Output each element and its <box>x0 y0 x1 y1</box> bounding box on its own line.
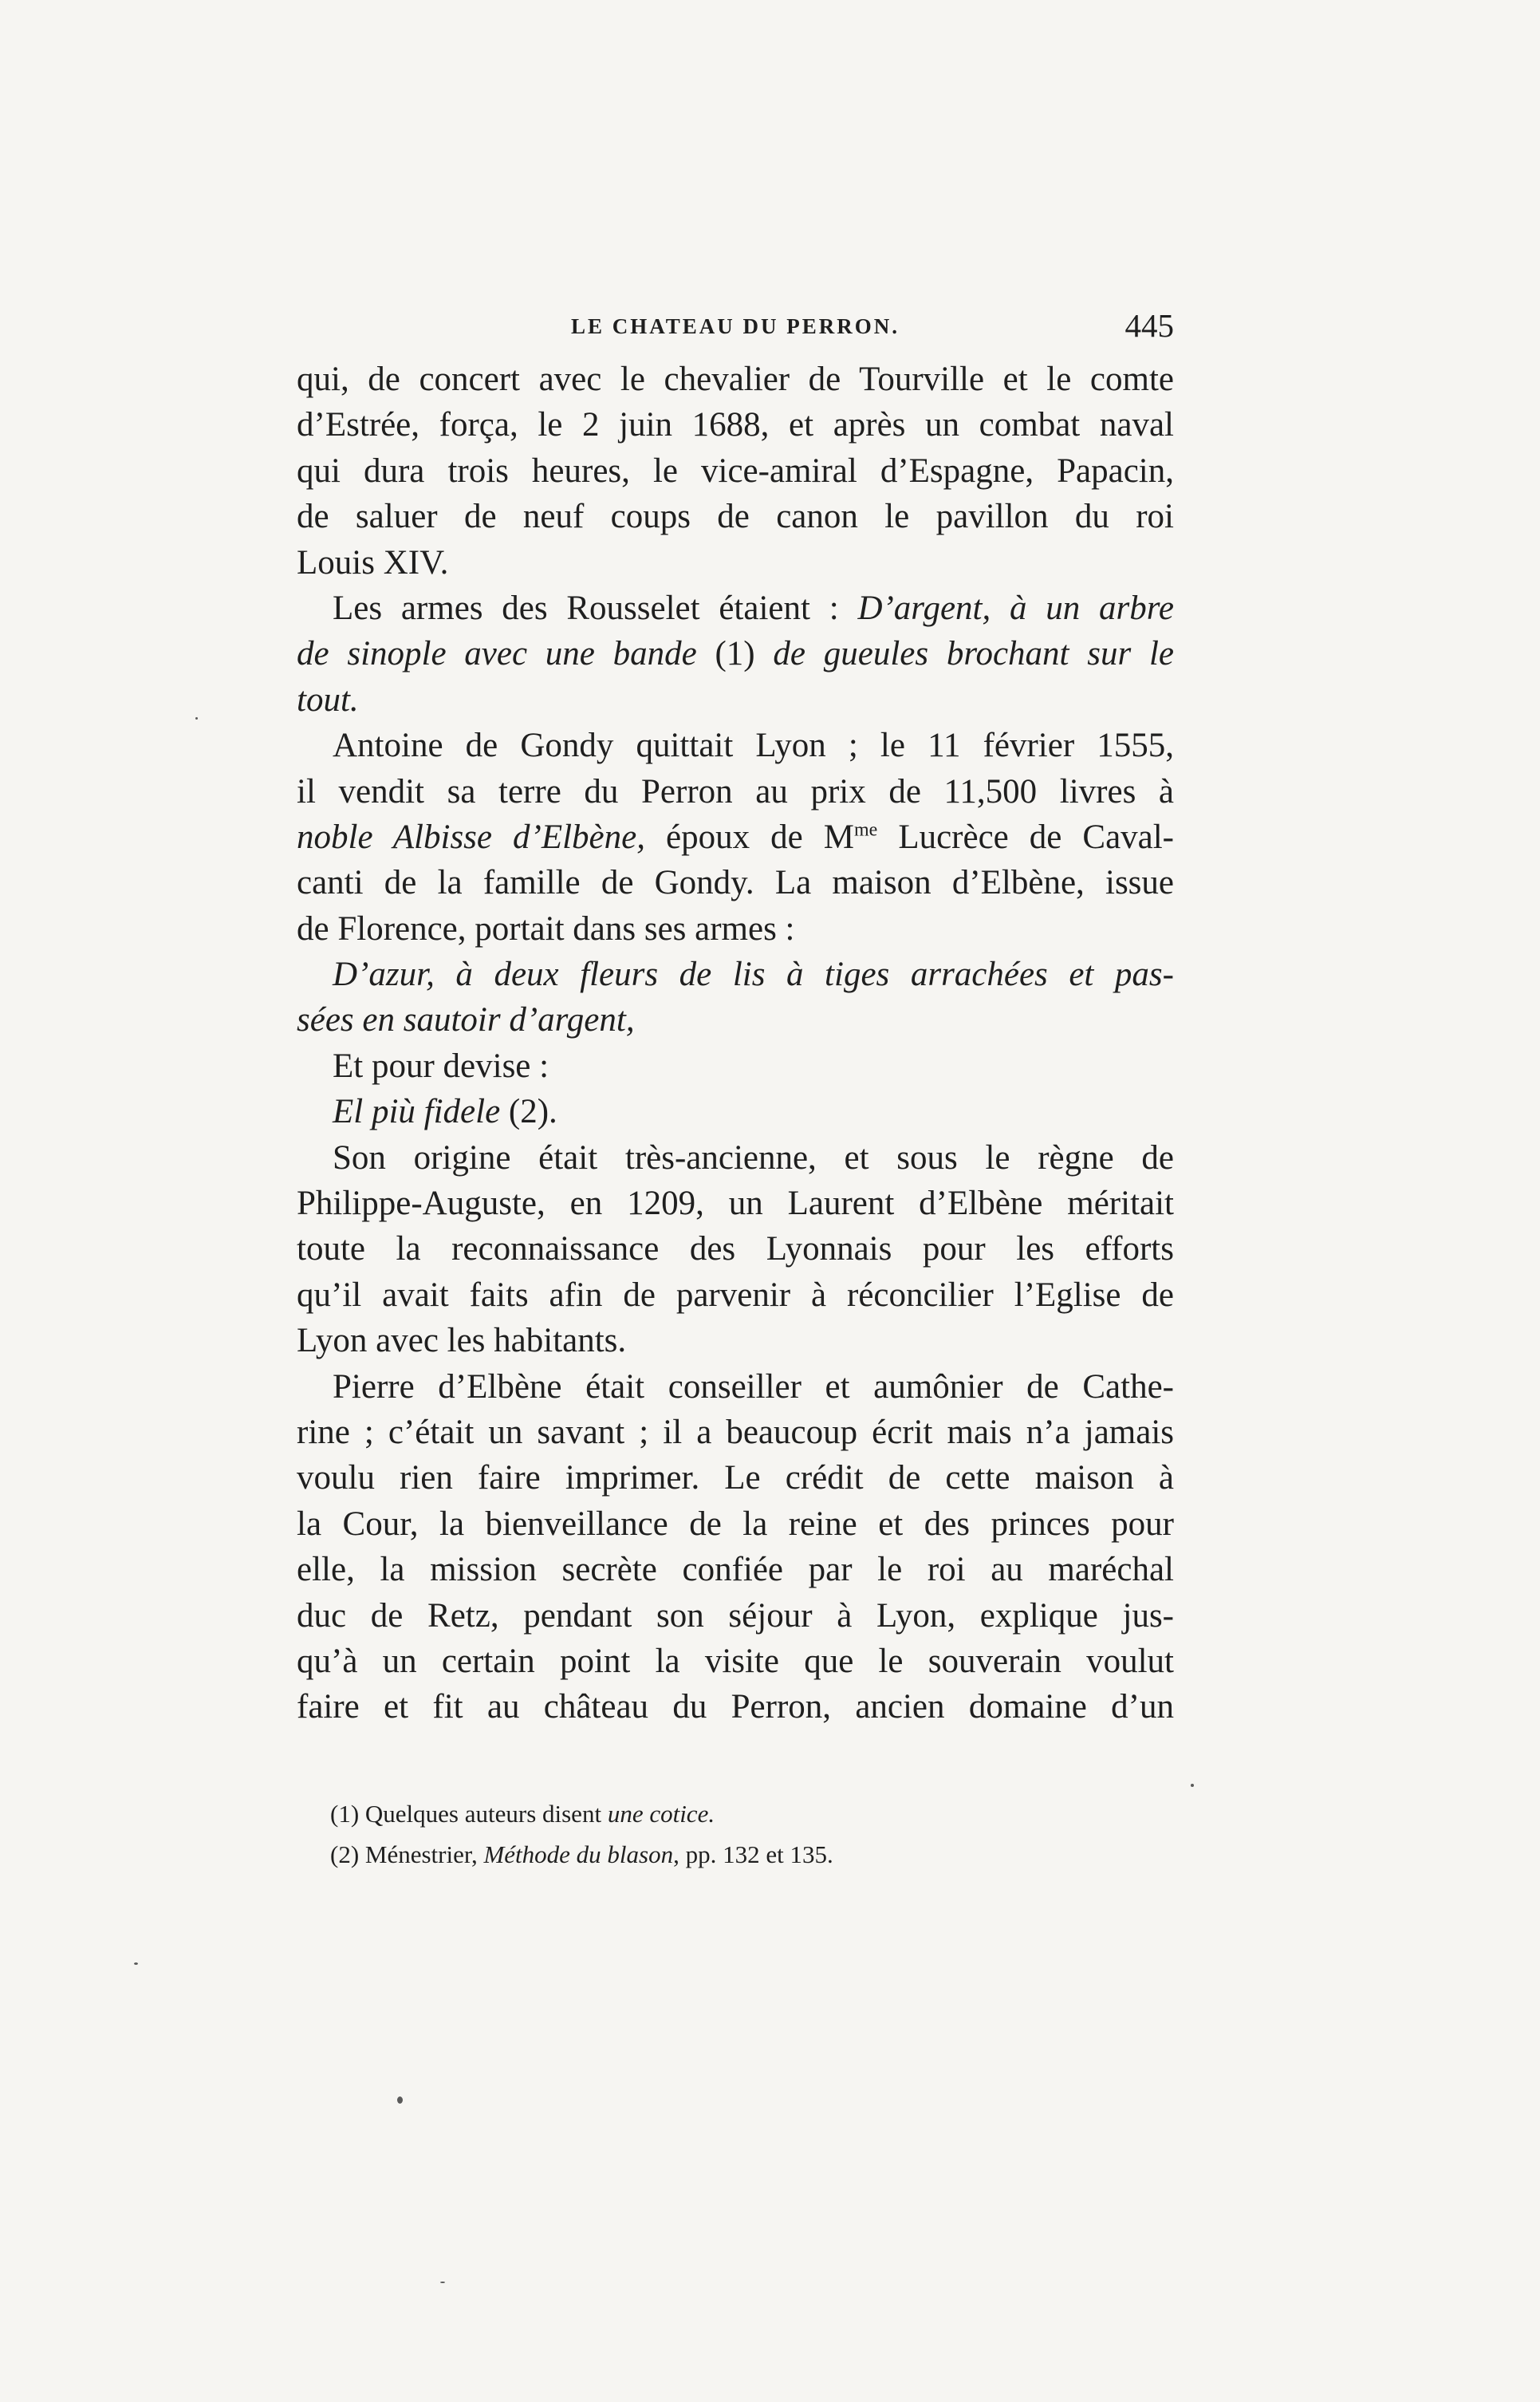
text-line: de saluer de neuf coups de canon le pavillon du roi <box>297 498 1174 536</box>
text-run: (2). <box>500 1093 557 1131</box>
text-run: Quelques auteurs disent <box>359 1800 608 1828</box>
text-line: canti de la famille de Gondy. La maison d’Elbène, issue <box>297 864 1174 902</box>
scan-speck <box>1191 1784 1194 1787</box>
text-line: toute la reconnaissance des Lyonnais pour les efforts <box>297 1230 1174 1268</box>
italic-run: de sinople avec une bande <box>297 635 697 673</box>
running-title: LE CHATEAU DU PERRON. <box>570 314 900 338</box>
italic-run: El più fidele <box>333 1093 501 1131</box>
text-line: voulu rien faire imprimer. Le crédit de cette maison à <box>297 1459 1174 1497</box>
text-run: (1) <box>696 635 774 673</box>
scan-speck <box>440 2282 445 2283</box>
scan-speck <box>134 1962 138 1965</box>
text-line <box>297 631 1174 676</box>
footnote-marker: (1) <box>330 1800 360 1828</box>
italic-run: D’argent, à un arbre <box>857 589 1174 627</box>
italic-run: Méthode du blason <box>483 1840 674 1868</box>
text-line: Philippe-Auguste, en 1209, un Laurent d’Elbène méritait <box>297 1185 1174 1223</box>
text-line <box>297 952 1174 997</box>
text-line: elle, la mission secrète confiée par le roi au maréchal <box>297 1551 1174 1589</box>
footnote-marker: (2) <box>330 1840 360 1868</box>
scan-speck <box>397 2096 403 2104</box>
italic-run: D’azur, à deux fleurs de lis à tiges arrachées et pas- <box>333 956 1174 994</box>
text-run: Lucrèce de Caval- <box>877 818 1175 856</box>
text-line <box>297 814 1174 860</box>
text-line <box>297 586 1174 631</box>
text-line: duc de Retz, pendant son séjour à Lyon, explique jus- <box>297 1596 1174 1635</box>
text-run: Les armes des Rousselet étaient : <box>333 589 858 627</box>
text-line: Son origine était très-ancienne, et sous le règne de <box>333 1138 1174 1177</box>
italic-run: sées en sautoir d’argent, <box>297 1001 635 1039</box>
text-line <box>297 1089 1174 1134</box>
italic-run: tout. <box>297 680 359 719</box>
footnote <box>330 1834 1174 1875</box>
text-line: qui, de concert avec le chevalier de Tourville et le comte <box>297 361 1174 398</box>
italic-run: noble Albisse d’Elbène, <box>297 818 645 856</box>
text-line: faire et fit au château du Perron, ancien domaine d’un <box>297 1688 1174 1726</box>
text-line: Louis XIV. <box>297 543 449 582</box>
text-line: de Florence, portait dans ses armes : <box>297 909 795 948</box>
main-text <box>297 357 1174 1730</box>
text-line: Pierre d’Elbène était conseiller et aumônier de Cathe- <box>333 1367 1174 1406</box>
superscript: me <box>853 819 878 841</box>
text-line: Lyon avec les habitants. <box>297 1322 627 1360</box>
italic-run: de gueules brochant sur le <box>773 635 1175 673</box>
text-line: qui dura trois heures, le vice-amiral d’Espagne, Papacin, <box>297 452 1174 490</box>
text-line: il vendit sa terre du Perron au prix de 11,500 livres à <box>297 772 1174 811</box>
text-run: , pp. 132 et 135. <box>673 1840 833 1868</box>
text-line: qu’à un certain point la visite que le souverain voulut <box>297 1642 1174 1680</box>
text-line: Antoine de Gondy quittait Lyon ; le 11 février 1555, <box>333 727 1174 765</box>
scan-speck <box>195 717 198 720</box>
footnotes <box>330 1793 1174 1875</box>
text-line: qu’il avait faits afin de parvenir à réconcilier l’Eglise de <box>297 1276 1174 1314</box>
italic-run: une cotice. <box>607 1800 715 1828</box>
text-line: la Cour, la bienveillance de la reine et des princes pour <box>297 1505 1174 1543</box>
text-line <box>297 997 1174 1043</box>
text-line: Et pour devise : <box>333 1047 549 1085</box>
page-header <box>297 306 1174 354</box>
text-run: Ménestrier, <box>359 1840 484 1868</box>
text-run: époux de M <box>644 818 854 856</box>
page-number: 445 <box>1124 307 1174 344</box>
text-line: rine ; c’était un savant ; il a beaucoup écrit mais n’a jamais <box>297 1413 1174 1451</box>
text-line <box>297 677 1174 723</box>
footnote <box>330 1793 1174 1834</box>
text-line: d’Estrée, força, le 2 juin 1688, et après un combat naval <box>297 406 1174 444</box>
